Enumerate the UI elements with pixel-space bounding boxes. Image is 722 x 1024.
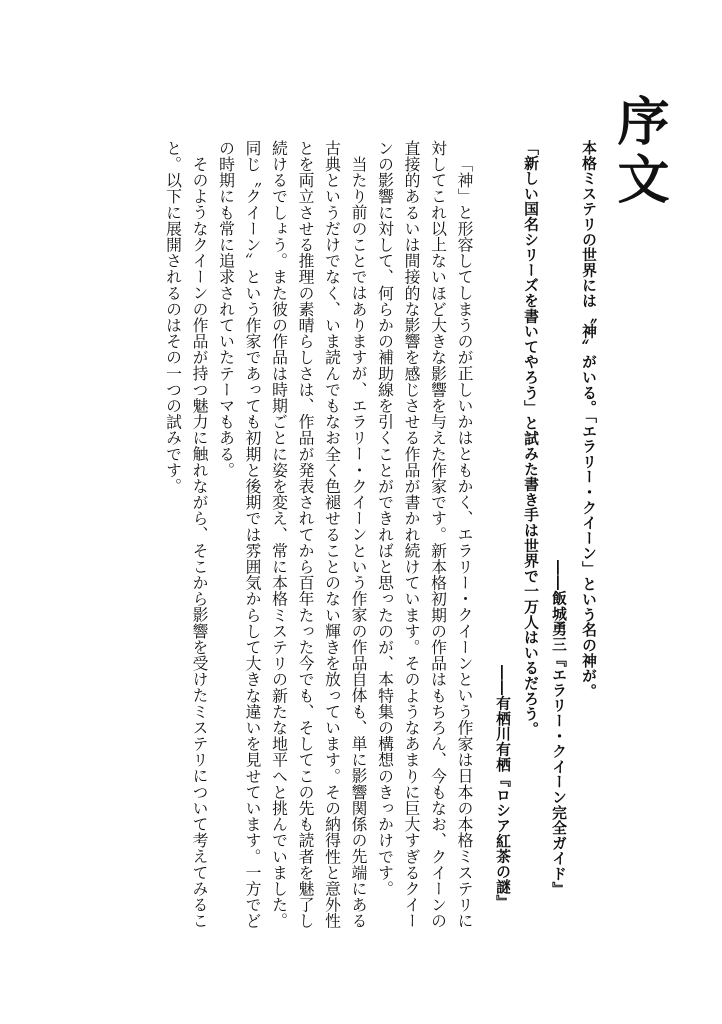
epigraph-1-quote: 本格ミステリの世界には〝神〟がいる。「エラリー・クイーン」という名の神が。 <box>580 140 597 699</box>
page-title: 序文 <box>608 94 668 210</box>
body-paragraph-1: 「神」と形容してしまうのが正しいかはともかく、エラリー・クイーンという作家は日本の本格ミステリに対してこれ以上ないほど大きな影響を与えた作家です。新本格初期の作品はもちろん、今もなお、クイーンの直接的あるいは間接的な影響を感じさせる作品が書かれ続けています。そのようなあまりに巨大すぎるクイーンの影響に対して、何らかの補助線を引くことができればと思ったのが、本特集の構想のきっかけです。 <box>375 140 474 929</box>
body-text <box>159 140 477 940</box>
epigraph-1-attribution: ――飯城勇三『エラリー・クイーン完全ガイド』 <box>550 560 567 897</box>
epigraph-2-attribution: ――有栖川有栖『ロシア紅茶の謎』 <box>494 665 511 910</box>
epigraph-2-quote: 「新しい国名シリーズを書いてやろう」と試みた書き手は世界で一万人はいるだろう。 <box>522 140 539 737</box>
body-paragraph-3: そのようなクイーンの作品が持つ魅力に触れながら、そこから影響を受けたミステリについて考えてみること。以下に展開されるのはその一つの試みです。 <box>163 140 209 929</box>
body-paragraph-2: 当たり前のことではありますが、エラリー・クイーンという作家の作品自体も、単に影響関係の先端にある古典というだけでなく、いま読んでもなお全く色褪せることのない輝きを放っています。その納得性と意外性とを両立させる推理の素晴らしさは、作品が発表されてから百年たった今でも、そしてこの先も読者を魅了し続けるでしょう。また彼の作品は時期ごとに姿を変え、常に本格ミステリの新たな地平へと挑んでいました。同じ〝クイーン〟という作家であっても初期と後期では雰囲気からして大きな違いを見せています。一方でどの時期にも常に追求されていたテーマもある。 <box>216 140 368 929</box>
